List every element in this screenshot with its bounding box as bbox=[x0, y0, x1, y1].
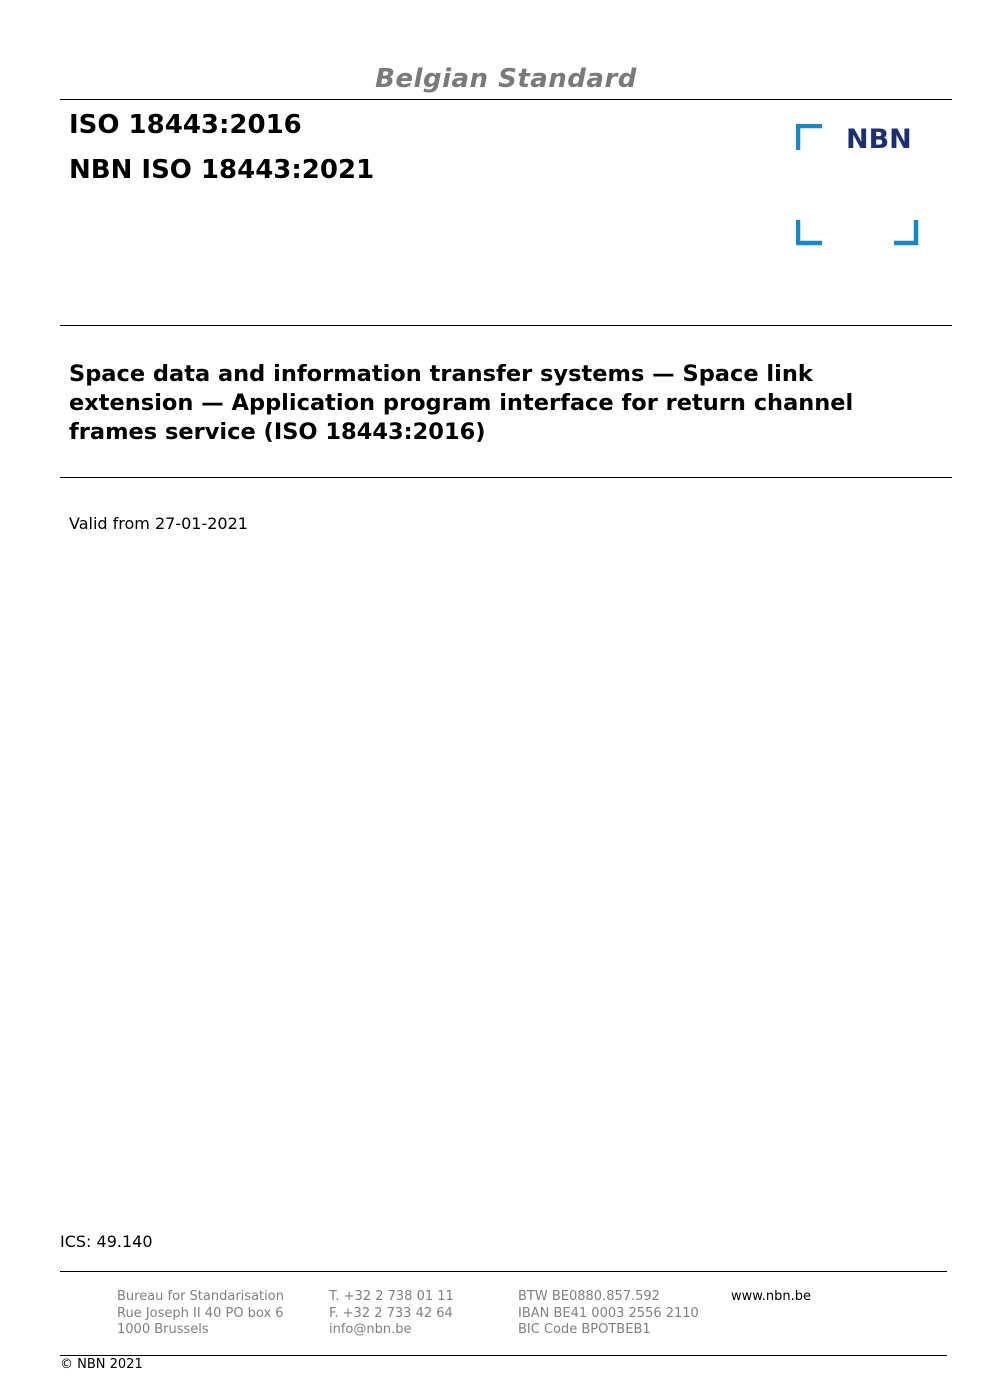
footer-divider-bottom bbox=[60, 1355, 947, 1356]
address-line: 1000 Brussels bbox=[117, 1322, 209, 1337]
iban-number: IBAN BE41 0003 2556 2110 bbox=[518, 1305, 699, 1321]
footer-website bbox=[731, 1289, 811, 1306]
ics-code: ICS: 49.140 bbox=[60, 1232, 153, 1251]
validity-date: Valid from 27-01-2021 bbox=[69, 514, 248, 533]
phone-number: T. +32 2 738 01 11 bbox=[329, 1289, 454, 1304]
footer-bank-info bbox=[518, 1289, 699, 1339]
iso-standard-number: ISO 18443:2016 bbox=[69, 110, 302, 140]
logo-bracket-bottom-left bbox=[798, 220, 822, 243]
logo-bracket-top-left bbox=[798, 126, 822, 150]
footer-divider-top bbox=[60, 1271, 947, 1272]
email-address[interactable]: info@nbn.be bbox=[329, 1322, 412, 1337]
website-link[interactable]: www.nbn.be bbox=[731, 1289, 811, 1304]
address-line: Rue Joseph II 40 PO box 6 bbox=[117, 1305, 284, 1321]
title-divider-bottom bbox=[60, 477, 952, 478]
footer-address bbox=[117, 1289, 284, 1339]
bic-code: BIC Code BPOTBEB1 bbox=[518, 1322, 651, 1337]
document-title: Space data and information transfer systems — Space link extension — Application program interface for return channel frames service (ISO 18443:2016) bbox=[69, 361, 854, 445]
fax-number: F. +32 2 733 42 64 bbox=[329, 1305, 453, 1321]
copyright-notice: © NBN 2021 bbox=[60, 1357, 143, 1372]
nbn-standard-number: NBN ISO 18443:2021 bbox=[69, 155, 375, 185]
logo-text: NBN bbox=[846, 124, 912, 155]
footer-contact bbox=[329, 1289, 454, 1339]
nbn-logo bbox=[796, 124, 920, 248]
header-divider bbox=[60, 99, 952, 100]
document-type-label: Belgian Standard bbox=[375, 64, 637, 94]
title-divider-top bbox=[60, 325, 952, 326]
logo-bracket-bottom-right bbox=[894, 220, 916, 243]
address-line: Bureau for Standarisation bbox=[117, 1289, 284, 1304]
vat-number: BTW BE0880.857.592 bbox=[518, 1289, 660, 1304]
